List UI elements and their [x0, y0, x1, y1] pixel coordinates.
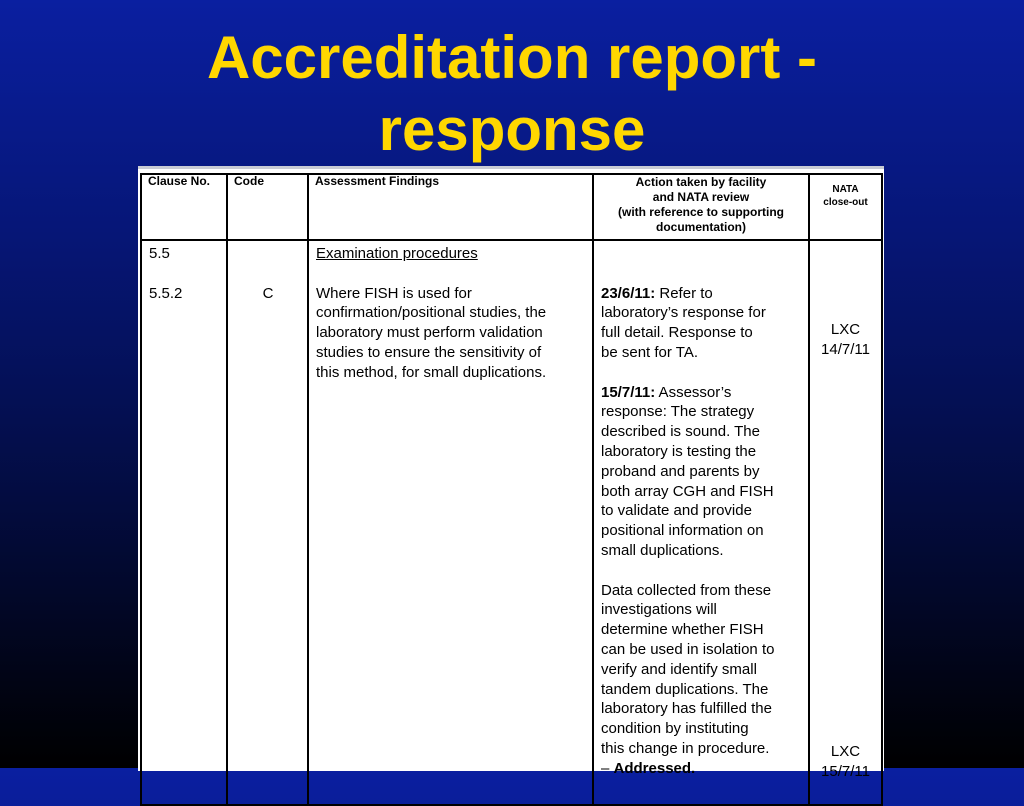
action-3-line: investigations will	[601, 601, 717, 619]
action-2-line: described is sound. The	[601, 423, 760, 441]
header-nata-line-1: NATA	[832, 184, 859, 195]
action-2-date: 15/7/11:	[601, 383, 656, 401]
action-2-line: proband and parents by	[601, 462, 760, 480]
nata-initials: LXC	[830, 743, 861, 760]
slide-title-line-1: Accreditation report -	[206, 24, 818, 91]
action-2-line: response: The strategy	[601, 403, 755, 421]
action-2-line: both array CGH and FISH	[601, 482, 774, 500]
action-1-line: laboratory’s response for	[601, 304, 766, 322]
action-2-line: 15/7/11: Assessor’s	[601, 383, 732, 401]
header-assessment-findings: Assessment Findings	[308, 174, 593, 240]
action-2-line: small duplications.	[601, 541, 724, 559]
action-1-line: be sent for TA.	[601, 343, 698, 361]
findings-line: confirmation/positional studies, the	[316, 304, 547, 322]
action-3-line: can be used in isolation to	[601, 640, 775, 658]
findings-line: Where FISH is used for	[316, 284, 472, 302]
action-3-line: tandem duplications. The	[601, 680, 769, 698]
nata-date: 14/7/11	[821, 340, 870, 358]
header-nata-line-2: close-out	[823, 197, 868, 208]
header-clause-no: Clause No.	[141, 174, 227, 240]
accreditation-table	[140, 173, 883, 806]
code-value: C	[262, 284, 274, 302]
header-action-taken	[593, 174, 809, 240]
addressed-status: Addressed.	[613, 759, 696, 777]
action-1-line: 23/6/11: Refer to	[601, 284, 713, 302]
findings-cell	[308, 240, 593, 805]
code-cell	[227, 240, 308, 805]
clause-section: 5.5	[149, 245, 170, 262]
action-3-line: this change in procedure.	[601, 739, 770, 757]
action-cell	[593, 240, 809, 805]
action-3-status-line: – Addressed.	[601, 759, 696, 777]
action-2-line: positional information on	[601, 522, 764, 540]
header-action-line-3: (with reference to supporting	[617, 205, 784, 219]
findings-heading: Examination procedures	[316, 245, 478, 262]
nata-initials: LXC	[830, 321, 861, 338]
header-action-line-2: and NATA review	[652, 190, 750, 204]
header-action-line-1: Action taken by facility	[635, 175, 767, 189]
action-2-line: laboratory is testing the	[601, 442, 757, 460]
table-header-row	[141, 174, 882, 240]
nata-close-out-cell	[809, 240, 882, 805]
nata-close-out-entry-2	[810, 742, 881, 782]
header-action-line-4: documentation)	[656, 220, 746, 234]
header-code: Code	[227, 174, 308, 240]
header-nata-close-out	[809, 174, 882, 240]
action-3-line: Data collected from these	[601, 581, 772, 599]
action-3-line: condition by instituting	[601, 720, 749, 738]
findings-line: this method, for small duplications.	[316, 363, 547, 381]
action-3-line: verify and identify small	[601, 660, 757, 678]
action-3-line: laboratory has fulfilled the	[601, 700, 772, 718]
clause-cell	[141, 240, 227, 805]
action-1-line: full detail. Response to	[601, 324, 753, 342]
action-2-line: to validate and provide	[601, 502, 752, 520]
findings-line: studies to ensure the sensitivity of	[316, 343, 542, 361]
scanned-report-page	[138, 166, 884, 780]
nata-date: 15/7/11	[821, 762, 870, 780]
nata-close-out-entry-1	[810, 320, 881, 360]
action-1-date: 23/6/11:	[601, 284, 656, 302]
slide-title	[0, 22, 1024, 166]
clause-subsection: 5.5.2	[149, 284, 183, 302]
table-row	[141, 240, 882, 805]
slide-title-line-2: response	[378, 96, 646, 163]
action-3-line: determine whether FISH	[601, 621, 764, 639]
findings-line: laboratory must perform validation	[316, 324, 543, 342]
